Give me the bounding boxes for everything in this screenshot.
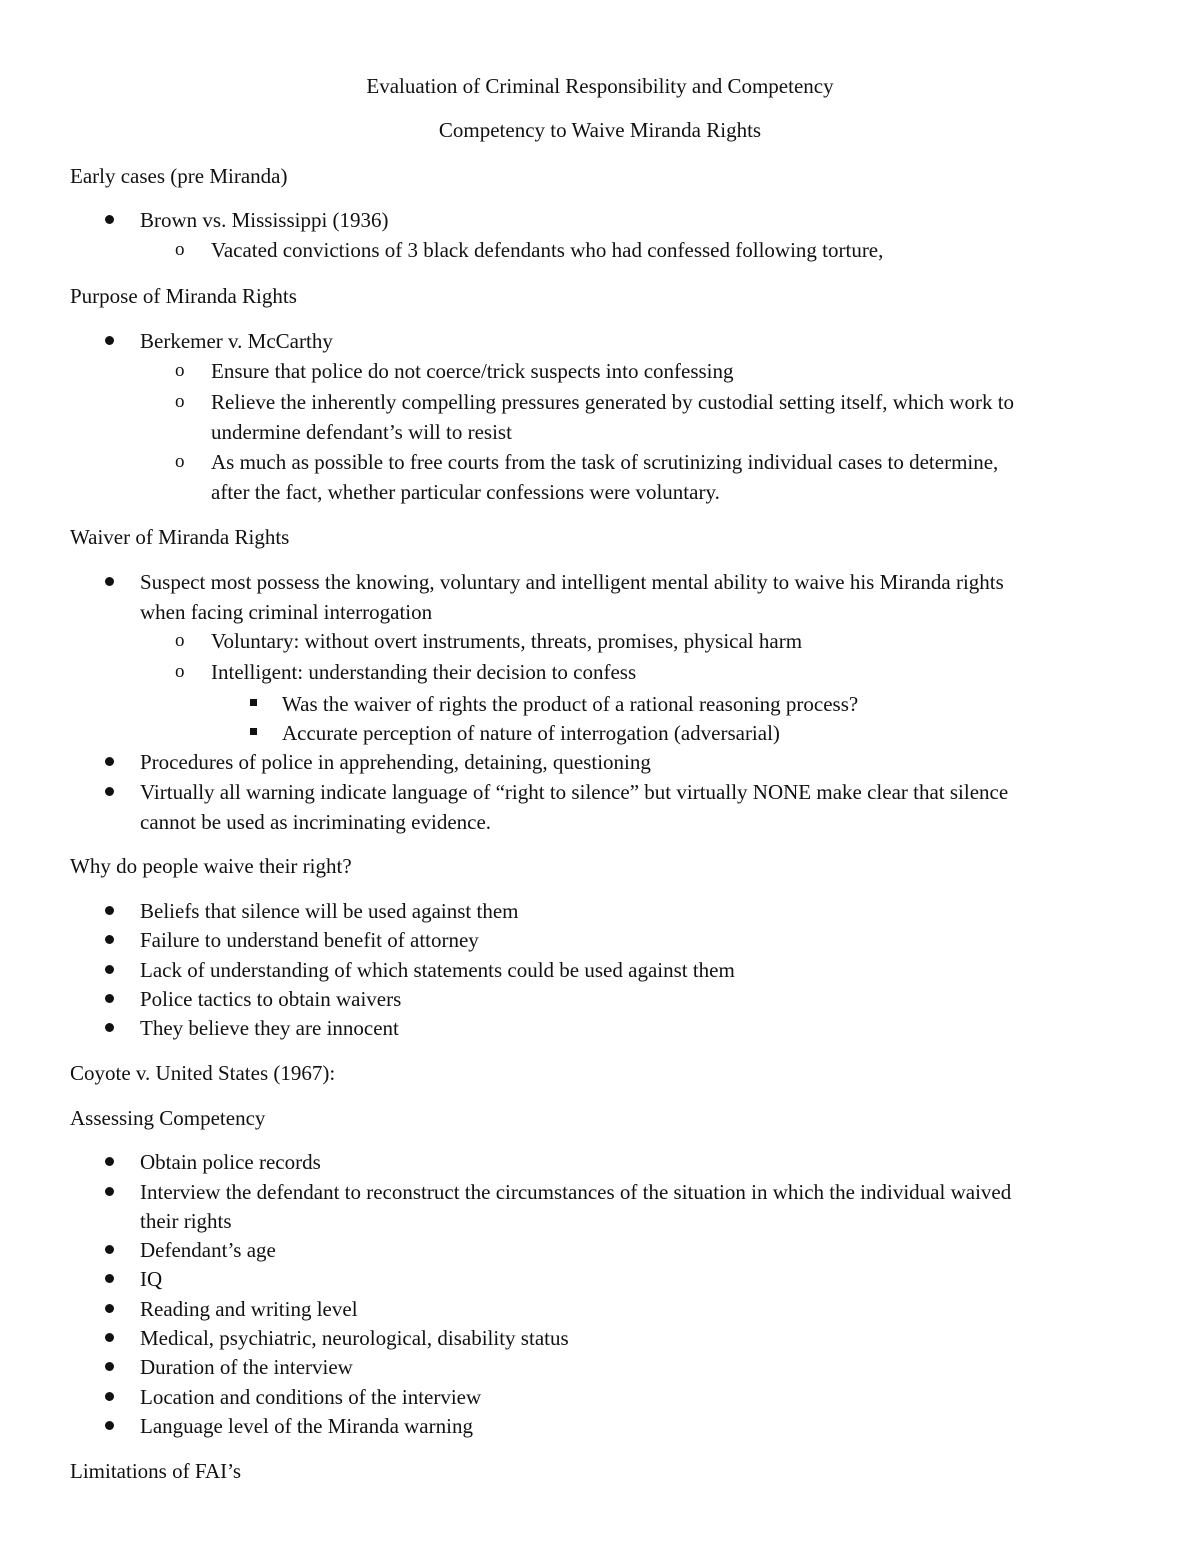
sub-bullet-icon: o — [175, 360, 185, 381]
bullet-icon — [105, 1392, 114, 1401]
list-item: Police tactics to obtain waivers — [140, 987, 402, 1011]
section-heading-why: Why do people waive their right? — [70, 854, 352, 878]
bullet-icon — [105, 1333, 114, 1342]
section-heading-waiver: Waiver of Miranda Rights — [70, 525, 290, 549]
bullet-icon — [105, 1187, 114, 1196]
list-subitem-continuation: after the fact, whether particular confessions were voluntary. — [211, 480, 720, 504]
list-item: IQ — [140, 1267, 163, 1291]
list-item: Language level of the Miranda warning — [140, 1414, 473, 1438]
list-subsubitem: Was the waiver of rights the product of a rational reasoning process? — [282, 692, 859, 716]
list-item: Interview the defendant to reconstruct the circumstances of the situation in which the individual waived — [140, 1180, 1012, 1204]
list-item: Brown vs. Mississippi (1936) — [140, 208, 389, 232]
section-heading-purpose: Purpose of Miranda Rights — [70, 284, 297, 308]
list-item: Berkemer v. McCarthy — [140, 329, 333, 353]
list-item: Procedures of police in apprehending, detaining, questioning — [140, 750, 651, 774]
bullet-icon — [105, 1274, 114, 1283]
list-subitem: Ensure that police do not coerce/trick suspects into confessing — [211, 359, 734, 383]
bullet-icon — [105, 1421, 114, 1430]
sub-bullet-icon: o — [175, 661, 185, 682]
square-bullet-icon — [250, 728, 257, 735]
section-heading-coyote: Coyote v. United States (1967): — [70, 1061, 336, 1085]
list-item: Defendant’s age — [140, 1238, 276, 1262]
list-subitem: Relieve the inherently compelling pressures generated by custodial setting itself, which work to — [211, 390, 1015, 414]
bullet-icon — [105, 1157, 114, 1166]
list-item: Obtain police records — [140, 1150, 321, 1174]
bullet-icon — [105, 1304, 114, 1313]
sub-bullet-icon: o — [175, 630, 185, 651]
list-subitem: Voluntary: without overt instruments, threats, promises, physical harm — [211, 629, 803, 653]
list-item: Duration of the interview — [140, 1355, 353, 1379]
sub-bullet-icon: o — [175, 451, 185, 472]
list-subitem: Vacated convictions of 3 black defendants who had confessed following torture, — [211, 238, 884, 262]
list-item-continuation: cannot be used as incriminating evidence. — [140, 810, 492, 834]
list-item: Lack of understanding of which statements could be used against them — [140, 958, 735, 982]
bullet-icon — [105, 1362, 114, 1371]
bullet-icon — [105, 1023, 114, 1032]
list-subitem: As much as possible to free courts from the task of scrutinizing individual cases to determine, — [211, 450, 999, 474]
list-item-continuation: when facing criminal interrogation — [140, 600, 433, 624]
bullet-icon — [105, 757, 114, 766]
list-item: Medical, psychiatric, neurological, disability status — [140, 1326, 569, 1350]
list-item: Suspect most possess the knowing, voluntary and intelligent mental ability to waive his Miranda rights — [140, 570, 1004, 594]
sub-bullet-icon: o — [175, 239, 185, 260]
bullet-icon — [105, 336, 114, 345]
section-heading-assessing: Assessing Competency — [70, 1106, 266, 1130]
list-item: Virtually all warning indicate language of “right to silence” but virtually NONE make clear that silence — [140, 780, 1009, 804]
list-item: Location and conditions of the interview — [140, 1385, 482, 1409]
list-item: Reading and writing level — [140, 1297, 358, 1321]
list-item-continuation: their rights — [140, 1209, 232, 1233]
section-heading-limitations: Limitations of FAI’s — [70, 1459, 242, 1483]
document-subtitle: Competency to Waive Miranda Rights — [438, 118, 762, 142]
list-item: Beliefs that silence will be used against them — [140, 899, 519, 923]
list-subsubitem: Accurate perception of nature of interrogation (adversarial) — [282, 721, 780, 745]
bullet-icon — [105, 994, 114, 1003]
document-title: Evaluation of Criminal Responsibility and Competency — [366, 74, 834, 98]
bullet-icon — [105, 1245, 114, 1254]
bullet-icon — [105, 577, 114, 586]
list-subitem-continuation: undermine defendant’s will to resist — [211, 420, 512, 444]
list-item: They believe they are innocent — [140, 1016, 399, 1040]
list-subitem: Intelligent: understanding their decision to confess — [211, 660, 637, 684]
bullet-icon — [105, 935, 114, 944]
square-bullet-icon — [250, 699, 257, 706]
bullet-icon — [105, 215, 114, 224]
bullet-icon — [105, 965, 114, 974]
bullet-icon — [105, 787, 114, 796]
sub-bullet-icon: o — [175, 391, 185, 412]
bullet-icon — [105, 906, 114, 915]
section-heading-early-cases: Early cases (pre Miranda) — [70, 164, 288, 188]
list-item: Failure to understand benefit of attorney — [140, 928, 479, 952]
